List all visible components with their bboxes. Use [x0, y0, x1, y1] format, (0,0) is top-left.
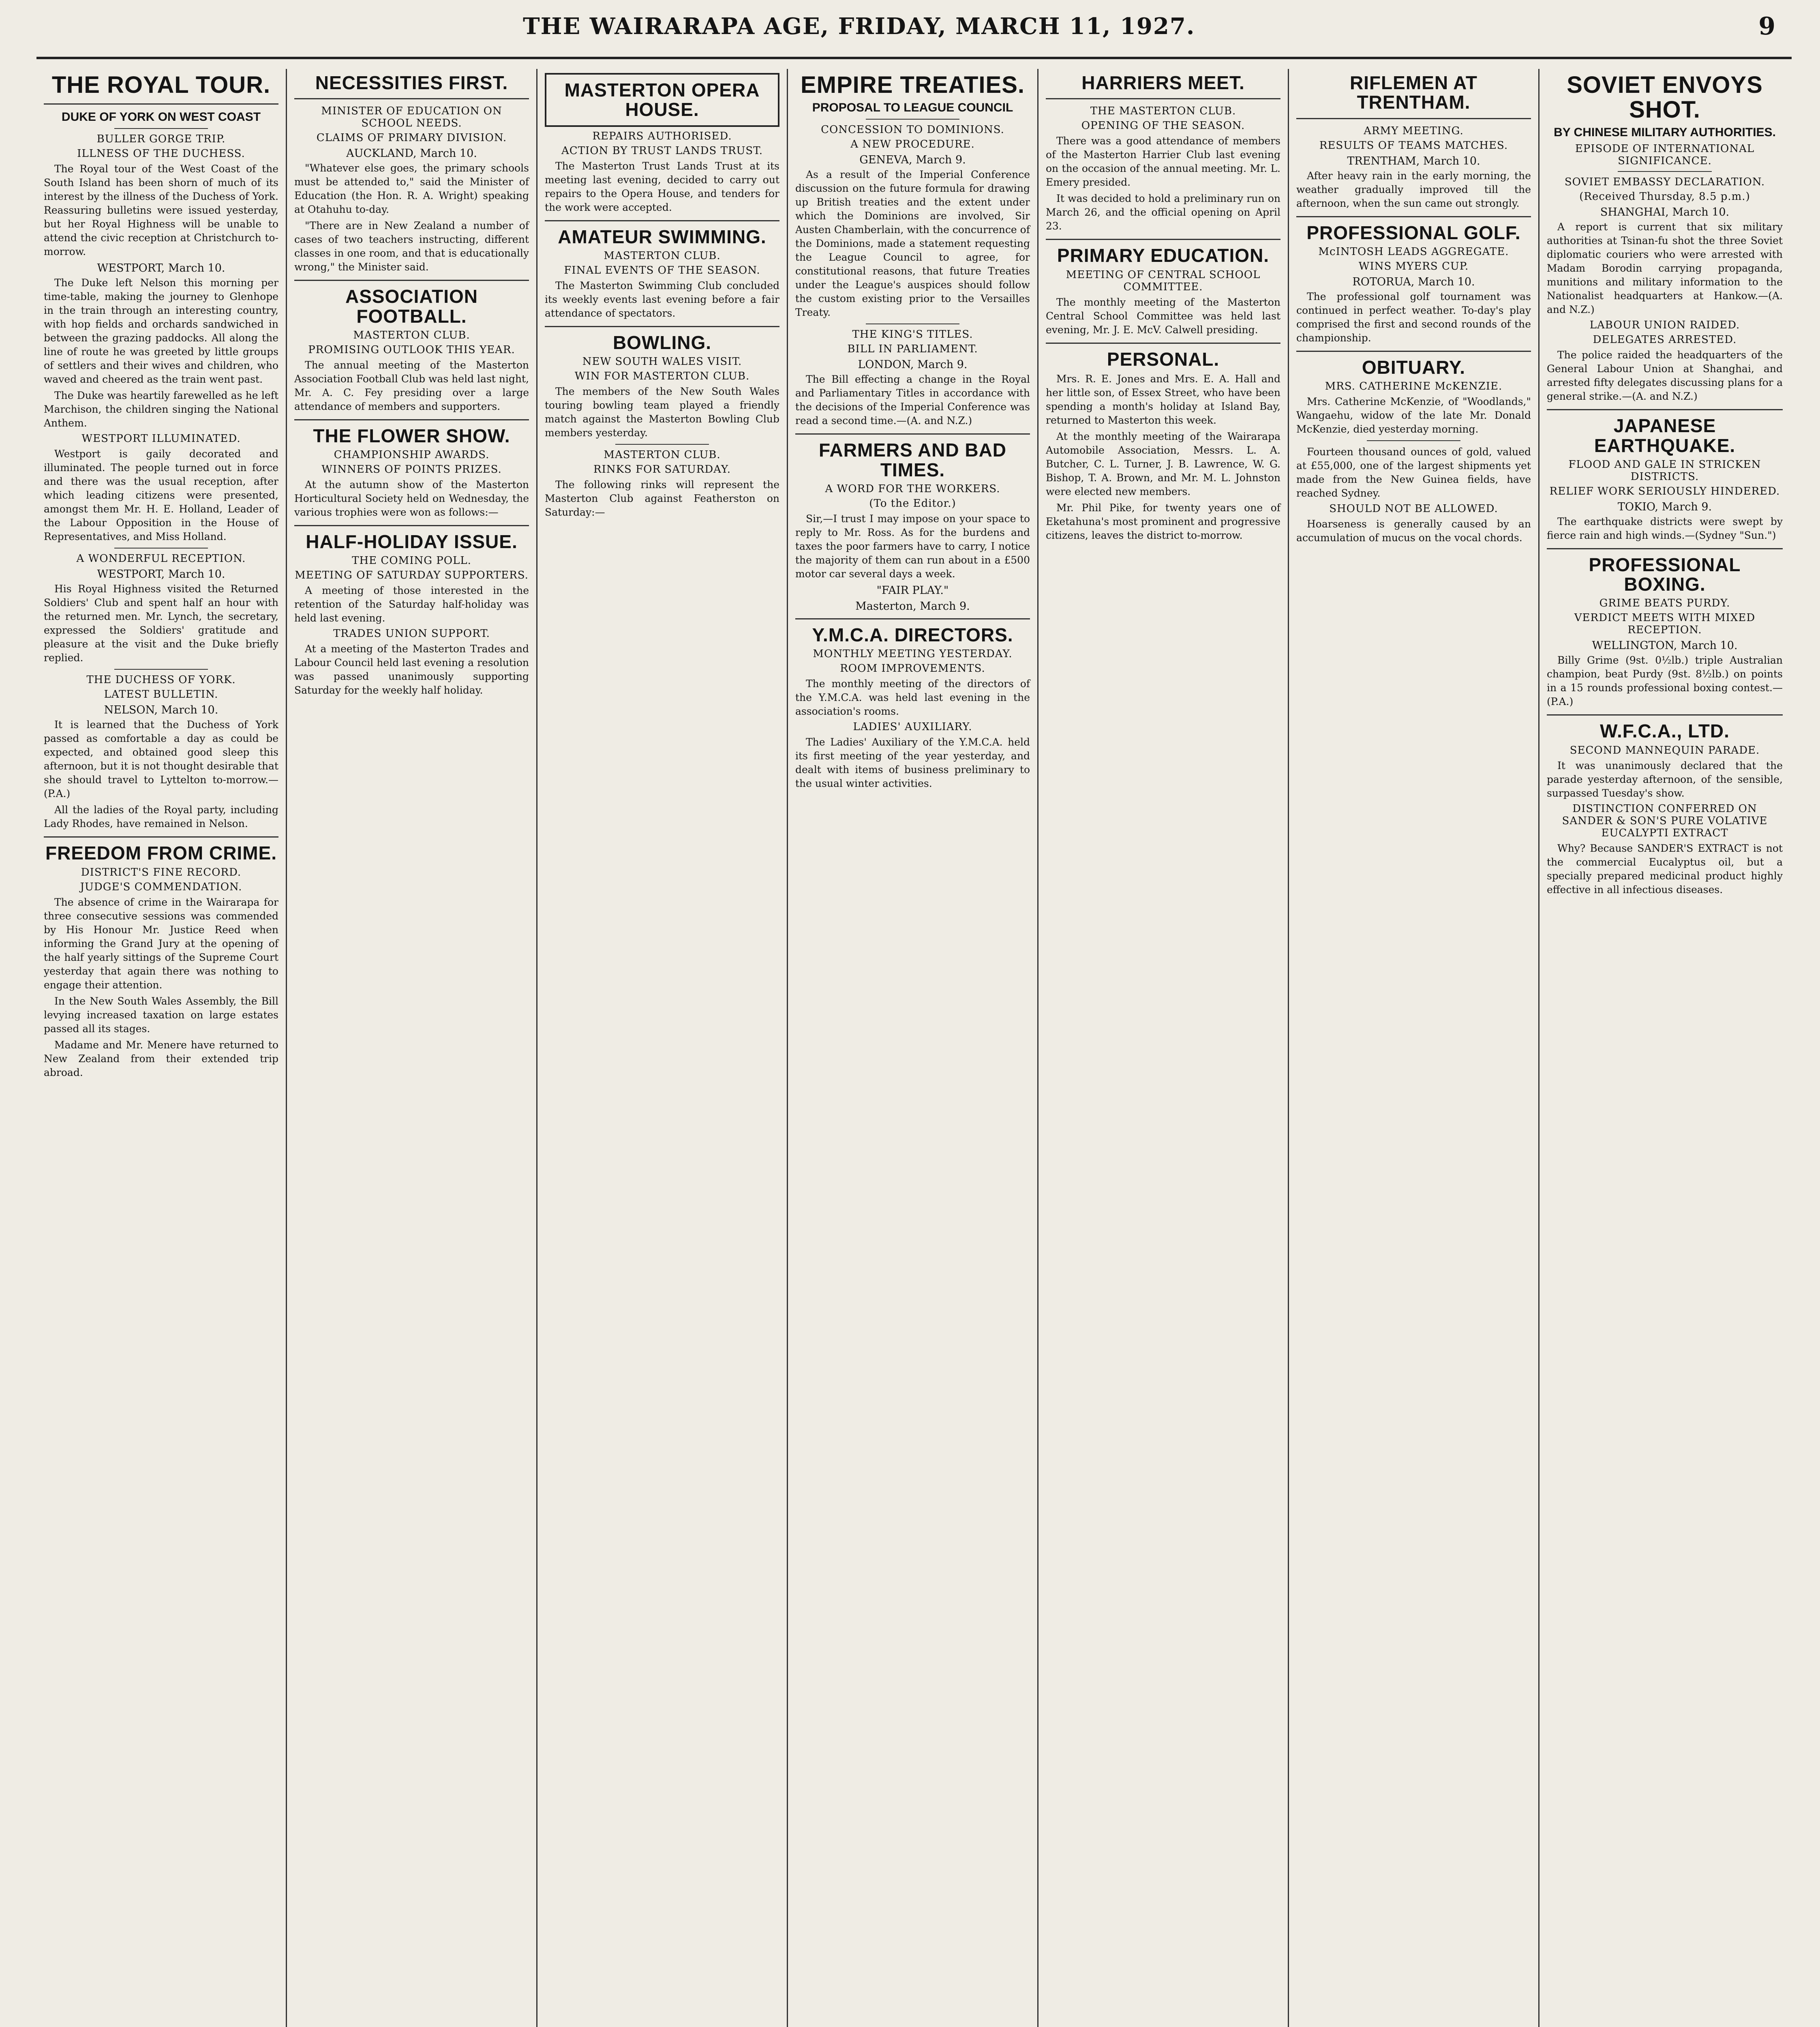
paragraph: Madame and Mr. Menere have returned to New Zealand from their extended trip abroad.: [44, 1039, 278, 1078]
paragraph: All the ladies of the Royal party, including Lady Rhodes, have remained in Nelson.: [44, 804, 278, 830]
subheading: A WORD FOR THE WORKERS.: [825, 482, 1000, 495]
column-4: [788, 69, 1038, 2027]
divider: [44, 103, 278, 105]
subheading: CLAIMS OF PRIMARY DIVISION.: [316, 132, 507, 144]
paragraph: Hoarseness is generally caused by an accumulation of mucus on the vocal chords.: [1296, 518, 1531, 544]
divider: [545, 220, 779, 221]
paragraph: There was a good attendance of members of the Masterton Harrier Club last evening on the occasion of the annual meeting. Mr. L. Emery presided.: [1046, 135, 1280, 189]
divider: [1547, 714, 1783, 716]
headline-necessities-first: NECESSITIES FIRST.: [315, 72, 508, 93]
divider: [1046, 98, 1280, 99]
deck: BY CHINESE MILITARY AUTHORITIES.: [1554, 125, 1776, 139]
headline-obituary: OBITUARY.: [1362, 356, 1466, 378]
divider: [1296, 118, 1531, 119]
headline-wfca-ltd: W.F.C.A., LTD.: [1600, 720, 1730, 742]
subheading: MEETING OF SATURDAY SUPPORTERS.: [295, 569, 529, 582]
paragraph: The Royal tour of the West Coast of the South Island has been shorn of much of its interest by the illness of the Duchess of York. Reassuring bulletins were issued yesterday, but her Royal Highness will be unable to attend the civic reception at Christchurch to-morrow.: [44, 163, 278, 258]
headline-freedom-from-crime: FREEDOM FROM CRIME.: [45, 842, 277, 864]
dateline: TOKIO, March 9.: [1617, 500, 1712, 513]
subheading: LADIES' AUXILIARY.: [853, 721, 972, 733]
paragraph: The absence of crime in the Wairarapa for three consecutive sessions was commended by His Honour Mr. Justice Reed when informing the Grand Jury at the opening of the half yearly sittings of the Supreme Court yesterday that again there was nothing to engage their attention.: [44, 896, 278, 991]
paragraph: "Whatever else goes, the primary schools must be attended to," said the Minister of Education (the Hon. R. A. Wright) speaking at Otahuhu to-day.: [294, 162, 529, 216]
dateline: WESTPORT, March 10.: [97, 568, 225, 581]
headline-personal: PERSONAL.: [1107, 348, 1220, 370]
paragraph: It was decided to hold a preliminary run on March 26, and the official opening on April 23.: [1046, 193, 1280, 232]
deck: DUKE OF YORK ON WEST COAST: [61, 110, 261, 124]
paragraph: It is learned that the Duchess of York passed as comfortable a day as could be expected, and obtained good sleep this afternoon, but it is not thought desirable that she should travel to Lyttelton to-morrow.—(P.A.): [44, 719, 278, 800]
paragraph: The Masterton Trust Lands Trust at its meeting last evening, decided to carry out repairs to the Opera House, and tenders for the work were accepted.: [545, 160, 779, 213]
column-1: [36, 69, 287, 2027]
paragraph: The Ladies' Auxiliary of the Y.M.C.A. held its first meeting of the year yesterday, and dealt with items of business preliminary to the usual winter activities.: [795, 736, 1030, 790]
divider: [44, 836, 278, 838]
headline-japanese-earthquake: JAPANESE EARTHQUAKE.: [1594, 415, 1736, 456]
column-2: [287, 69, 537, 2027]
subheading: BULLER GORGE TRIP.: [96, 133, 226, 146]
paragraph: Mrs. Catherine McKenzie, of "Woodlands," Wangaehu, widow of the late Mr. Donald McKenzie, died yesterday morning.: [1296, 396, 1531, 435]
dateline: WELLINGTON, March 10.: [1592, 639, 1738, 652]
column-3: [537, 69, 788, 2027]
subheading: MRS. CATHERINE McKENZIE.: [1325, 380, 1503, 393]
paragraph: It was unanimously declared that the parade yesterday afternoon, of the sensible, surpassed Tuesday's show.: [1547, 759, 1783, 799]
subheading: MASTERTON CLUB.: [353, 329, 470, 341]
dateline: GENEVA, March 9.: [859, 154, 966, 167]
divider: [1296, 216, 1531, 217]
subheading: McINTOSH LEADS AGGREGATE.: [1318, 245, 1509, 258]
subheading: (Received Thursday, 8.5 p.m.): [1579, 191, 1750, 203]
dateline: TRENTHAM, March 10.: [1347, 154, 1480, 167]
subheading: BILL IN PARLIAMENT.: [847, 343, 978, 356]
paragraph: Billy Grime (9st. 0½lb.) triple Australian champion, beat Purdy (9st. 8½lb.) on points in a 15 rounds professional boxing contest.—(P.A.): [1547, 654, 1783, 708]
subheading: THE DUCHESS OF YORK.: [86, 674, 236, 686]
divider: [294, 280, 529, 281]
subheading: MASTERTON CLUB.: [604, 449, 721, 461]
subheading: MONTHLY MEETING YESTERDAY.: [813, 648, 1013, 660]
paragraph: The police raided the headquarters of the General Labour Union at Shanghai, and arrested fifty delegates discussing plans for a general strike.—(A. and N.Z.): [1547, 349, 1783, 403]
subheading: WESTPORT ILLUMINATED.: [81, 433, 241, 445]
divider: [294, 419, 529, 420]
paragraph: The monthly meeting of the directors of the Y.M.C.A. was held last evening in the association's rooms.: [795, 678, 1030, 718]
subheading: (To the Editor.): [869, 497, 956, 510]
dateline: Masterton, March 9.: [855, 600, 970, 613]
masthead-title: THE WAIRARAPA AGE, FRIDAY, MARCH 11, 1927.: [523, 13, 1195, 40]
paragraph: The monthly meeting of the Masterton Central School Committee was held last evening, Mr. J. E. McV. Calwell presiding.: [1046, 296, 1280, 336]
dateline: WESTPORT, March 10.: [97, 262, 225, 275]
headline-amateur-swimming: AMATEUR SWIMMING.: [558, 226, 767, 247]
dateline: NELSON, March 10.: [104, 704, 218, 717]
headline-primary-education: PRIMARY EDUCATION.: [1057, 245, 1270, 266]
headline-empire-treaties: EMPIRE TREATIES.: [800, 72, 1025, 98]
subheading: DISTRICT'S FINE RECORD.: [81, 866, 242, 879]
paragraph: The Duke was heartily farewelled as he left Marchison, the children singing the National Anthem.: [44, 390, 278, 429]
masthead-rule: [36, 57, 1792, 59]
subheading: SOVIET EMBASSY DECLARATION.: [1564, 176, 1765, 189]
newspaper-columns: [36, 69, 1792, 2027]
divider: [1618, 171, 1712, 172]
subheading: LATEST BULLETIN.: [104, 688, 218, 701]
subheading: REPAIRS AUTHORISED.: [592, 130, 732, 142]
divider: [114, 669, 208, 670]
subheading: SECOND MANNEQUIN PARADE.: [1569, 744, 1760, 756]
subheading: RESULTS OF TEAMS MATCHES.: [1319, 139, 1508, 152]
page-number: 9: [1758, 12, 1775, 41]
subheading: SHOULD NOT BE ALLOWED.: [1329, 503, 1498, 515]
paragraph: A report is current that six military authorities at Tsinan-fu shot the three Soviet diplomatic couriers who were arrested with Madam Borodin carrying propaganda, munitions and military information to the Nationalist headquarters at Hankow.—(A. and N.Z.): [1547, 221, 1783, 316]
headline-professional-boxing: PROFESSIONAL BOXING.: [1589, 554, 1741, 595]
subheading: NEW SOUTH WALES VISIT.: [582, 356, 742, 368]
subheading: ILLNESS OF THE DUCHESS.: [77, 148, 245, 160]
paragraph: The members of the New South Wales touring bowling team played a friendly match against the Masterton Bowling Club members yesterday.: [545, 386, 779, 439]
paragraph: The Masterton Swimming Club concluded its weekly events last evening before a fair attendance of spectators.: [545, 279, 779, 319]
paragraph: His Royal Highness visited the Returned Soldiers' Club and spent half an hour with the returned men. Mr. Lynch, the secretary, expressed the Soldiers' gratitude and pleasure at the visit and the Duke briefly replied.: [44, 583, 278, 664]
divider: [545, 326, 779, 327]
divider: [114, 548, 208, 549]
subheading: MINISTER OF EDUCATION ON SCHOOL NEEDS.: [321, 105, 502, 130]
divider: [1547, 409, 1783, 410]
divider: [1547, 548, 1783, 549]
subheading: THE COMING POLL.: [352, 555, 471, 567]
paragraph: A meeting of those interested in the retention of the Saturday half-holiday was held last evening.: [294, 585, 529, 624]
subheading: GRIME BEATS PURDY.: [1599, 597, 1730, 610]
paragraph: The annual meeting of the Masterton Association Football Club was held last night, Mr. A. C. Fey presiding over a large attendance of members and supporters.: [294, 359, 529, 412]
deck: PROPOSAL TO LEAGUE COUNCIL: [812, 101, 1013, 114]
subheading: WINS MYERS CUP.: [1358, 260, 1469, 272]
divider: [114, 128, 208, 129]
headline-riflemen-trentham: RIFLEMEN AT TRENTHAM.: [1349, 72, 1478, 113]
subheading: DISTINCTION CONFERRED ON SANDER & SON'S PURE VOLATIVE EUCALYPTI EXTRACT: [1562, 802, 1768, 839]
headline-association-football: ASSOCIATION FOOTBALL.: [345, 286, 478, 327]
paragraph: At a meeting of the Masterton Trades and Labour Council held last evening a resolution was passed unanimously supporting Saturday for the weekly half holiday.: [294, 643, 529, 696]
headline-bowling: BOWLING.: [612, 332, 712, 353]
divider: [1046, 343, 1280, 344]
column-7: [1540, 69, 1790, 2027]
subheading: CHAMPIONSHIP AWARDS.: [334, 449, 490, 461]
dateline: AUCKLAND, March 10.: [346, 147, 477, 160]
paragraph: Sir,—I trust I may impose on your space to reply to Mr. Ross. As for the burdens and taxes the poor farmers have to carry, I notice the majority of them can run about in a £500 motor car several days a week.: [795, 512, 1030, 580]
subheading: A WONDERFUL RECEPTION.: [76, 553, 246, 565]
divider: [866, 119, 960, 120]
subheading: FINAL EVENTS OF THE SEASON.: [564, 264, 760, 276]
subheading: PROMISING OUTLOOK THIS YEAR.: [308, 343, 515, 356]
paragraph: Why? Because SANDER'S EXTRACT is not the commercial Eucalyptus oil, but a specially prepared medicinal product highly effective in all infectious diseases.: [1547, 842, 1783, 896]
divider: [294, 525, 529, 526]
divider: [615, 444, 709, 445]
paragraph: The professional golf tournament was continued in perfect weather. To-day's play comprised the first and second rounds of the championship.: [1296, 290, 1531, 344]
subheading: MASTERTON CLUB.: [604, 249, 721, 262]
paragraph: At the autumn show of the Masterton Horticultural Society held on Wednesday, the various trophies were won as follows:—: [294, 479, 529, 519]
subheading: LABOUR UNION RAIDED.: [1589, 319, 1740, 332]
paragraph: The Bill effecting a change in the Royal and Parliamentary Titles in accordance with the decisions of the Imperial Conference was read a second time.—(A. and N.Z.): [795, 373, 1030, 427]
subheading: THE MASTERTON CLUB.: [1090, 105, 1236, 118]
column-5: [1038, 69, 1289, 2027]
subheading: VERDICT MEETS WITH MIXED RECEPTION.: [1574, 612, 1756, 636]
subheading: OPENING OF THE SEASON.: [1081, 120, 1245, 132]
subheading: RINKS FOR SATURDAY.: [593, 463, 731, 476]
paragraph: After heavy rain in the early morning, the weather gradually improved till the afternoon, when the sun came out strongly.: [1296, 169, 1531, 209]
divider: [1046, 239, 1280, 240]
headline-harriers-meet: HARRIERS MEET.: [1081, 72, 1245, 93]
paragraph: The earthquake districts were swept by fierce rain and high winds.—(Sydney "Sun."): [1547, 515, 1783, 541]
subheading: WINNERS OF POINTS PRIZES.: [321, 463, 502, 476]
divider: [1367, 440, 1461, 441]
headline-ymca-directors: Y.M.C.A. DIRECTORS.: [812, 624, 1013, 645]
masthead: [36, 0, 1792, 53]
headline-royal-tour: THE ROYAL TOUR.: [51, 72, 271, 98]
subheading: DELEGATES ARRESTED.: [1593, 334, 1737, 346]
headline-farmers-bad-times: FARMERS AND BAD TIMES.: [818, 439, 1007, 480]
subheading: ROOM IMPROVEMENTS.: [840, 662, 985, 675]
dateline: LONDON, March 9.: [858, 358, 968, 371]
headline-flower-show: THE FLOWER SHOW.: [313, 425, 510, 446]
headline-opera-house: MASTERTON OPERA HOUSE.: [545, 73, 779, 127]
headline-half-holiday-issue: HALF-HOLIDAY ISSUE.: [306, 531, 518, 553]
subheading: THE KING'S TITLES.: [852, 328, 973, 341]
paragraph: As a result of the Imperial Conference discussion on the future formula for drawing up British treaties and the extent under which the Dominions are involved, Sir Austen Chamberlain, with the concurrence of the Dominions, made a statement requesting the League Council to agree, for constitutional reasons, that future Treaties under the League's auspices should follow the custom existing prior to the Versailles Treaty.: [795, 169, 1030, 319]
headline-soviet-envoys-shot: SOVIET ENVOYS SHOT.: [1567, 72, 1763, 123]
paragraph: At the monthly meeting of the Wairarapa Automobile Association, Messrs. L. A. Butcher, C. L. Turner, J. B. Lawrence, W. G. Bishop, T. A. Brown, and Mr. M. L. Johnston were elected new members.: [1046, 430, 1280, 497]
subheading: EPISODE OF INTERNATIONAL SIGNIFICANCE.: [1575, 143, 1755, 167]
paragraph: Westport is gaily decorated and illuminated. The people turned out in force and there was the usual reception, after which leading citizens were presented, amongst them Mr. H. E. Holland, Leader of the Labour Opposition in the House of Representatives, and Miss Holland.: [44, 448, 278, 543]
subheading: FLOOD AND GALE IN STRICKEN DISTRICTS.: [1568, 458, 1761, 483]
paragraph: In the New South Wales Assembly, the Bill levying increased taxation on large estates passed all its stages.: [44, 995, 278, 1035]
dateline: SHANGHAI, March 10.: [1600, 206, 1730, 219]
subheading: WIN FOR MASTERTON CLUB.: [574, 370, 750, 383]
divider: [1296, 351, 1531, 352]
paragraph: Mr. Phil Pike, for twenty years one of Eketahuna's most prominent and progressive citizens, leaves the district to-morrow.: [1046, 501, 1280, 541]
subheading: ARMY MEETING.: [1364, 124, 1464, 137]
subheading: MEETING OF CENTRAL SCHOOL COMMITTEE.: [1066, 268, 1261, 293]
headline-professional-golf: PROFESSIONAL GOLF.: [1306, 222, 1521, 243]
paragraph: The Duke left Nelson this morning per time-table, making the journey to Glenhope in the train through an interesting country, with hop fields and orchards sandwiched in between the grazing paddocks. All along the line of route he was greeted by little groups of settlers and their wives and children, who waved and cheered as the train went past.: [44, 277, 278, 386]
subheading: A NEW PROCEDURE.: [850, 138, 975, 151]
divider: [795, 618, 1030, 619]
subheading: JUDGE'S COMMENDATION.: [80, 881, 242, 893]
dateline: ROTORUA, March 10.: [1352, 275, 1475, 288]
paragraph: Fourteen thousand ounces of gold, valued at £55,000, one of the largest shipments yet made from the New Guinea fields, have reached Sydney.: [1296, 446, 1531, 499]
divider: [294, 98, 529, 99]
subheading: TRADES UNION SUPPORT.: [333, 628, 490, 640]
subheading: RELIEF WORK SERIOUSLY HINDERED.: [1549, 485, 1780, 497]
letter-signature: "FAIR PLAY.": [876, 584, 949, 597]
paragraph: "There are in New Zealand a number of cases of two teachers instructing, different classes in one room, and that is educationally wrong," the Minister said.: [294, 220, 529, 273]
paragraph: Mrs. R. E. Jones and Mrs. E. A. Hall and her little son, of Essex Street, who have been spending a month's holiday at Island Bay, returned to Masterton this week.: [1046, 373, 1280, 426]
subheading: ACTION BY TRUST LANDS TRUST.: [561, 144, 763, 157]
paragraph: The following rinks will represent the Masterton Club against Featherston on Saturday:—: [545, 479, 779, 519]
column-6: [1289, 69, 1540, 2027]
subheading: CONCESSION TO DOMINIONS.: [821, 124, 1004, 136]
divider: [795, 433, 1030, 435]
